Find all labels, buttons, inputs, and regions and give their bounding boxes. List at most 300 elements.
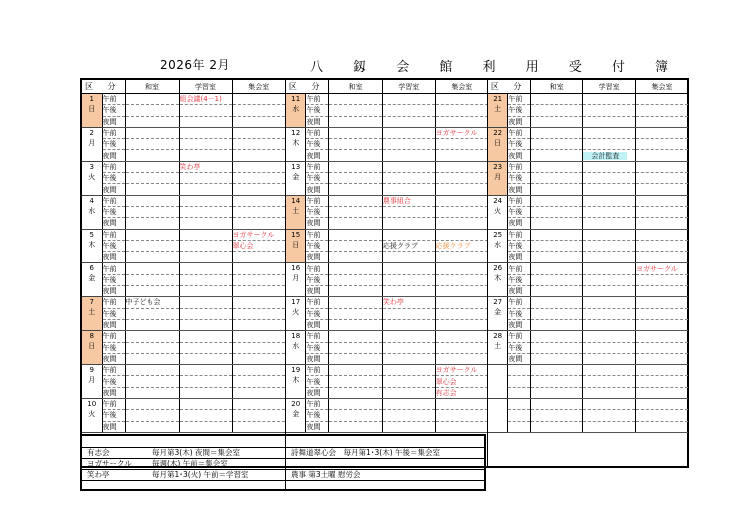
cell-shukai[interactable] (232, 94, 285, 105)
cell-shukai[interactable] (635, 206, 688, 217)
cell-shukai[interactable] (232, 240, 285, 251)
slot-row (488, 263, 688, 274)
cell-washitsu[interactable] (329, 240, 382, 251)
cell-washitsu[interactable] (329, 105, 382, 116)
cell-washitsu[interactable] (531, 399, 583, 410)
cell-shukai[interactable] (435, 195, 488, 206)
cell-shukai[interactable] (435, 127, 488, 138)
cell-shukai[interactable] (232, 105, 285, 116)
slot-row (286, 195, 488, 206)
cell-shukai[interactable] (635, 376, 688, 387)
cell-shukai[interactable] (232, 195, 285, 206)
cell-shukai[interactable] (635, 421, 688, 432)
cell-washitsu[interactable] (531, 161, 583, 172)
cell-washitsu[interactable] (531, 173, 583, 184)
cell-gakushu[interactable] (583, 263, 636, 274)
cell-shukai[interactable] (435, 399, 488, 410)
cell-washitsu[interactable] (125, 399, 179, 410)
cell-gakushu[interactable] (583, 353, 636, 364)
cell-washitsu[interactable] (329, 342, 382, 353)
cell-washitsu[interactable] (125, 263, 179, 274)
cell-shukai[interactable] (635, 387, 688, 398)
cell-washitsu[interactable] (125, 105, 179, 116)
cell-gakushu[interactable] (583, 150, 636, 161)
cell-washitsu[interactable] (531, 127, 583, 138)
cell-gakushu[interactable] (583, 331, 636, 342)
cell-gakushu[interactable] (583, 319, 636, 330)
cell-gakushu[interactable] (583, 195, 636, 206)
cell-shukai[interactable] (635, 150, 688, 161)
cell-gakushu[interactable] (382, 195, 435, 206)
cell-gakushu[interactable] (583, 376, 636, 387)
cell-washitsu[interactable] (531, 206, 583, 217)
cell-gakushu[interactable] (382, 184, 435, 195)
cell-shukai[interactable] (232, 387, 285, 398)
cell-gakushu[interactable] (583, 105, 636, 116)
cell-gakushu[interactable] (382, 387, 435, 398)
cell-washitsu[interactable] (531, 240, 583, 251)
cell-washitsu[interactable] (329, 297, 382, 308)
cell-shukai[interactable] (635, 229, 688, 240)
cell-gakushu[interactable] (583, 308, 636, 319)
cell-washitsu[interactable] (329, 353, 382, 364)
cell-washitsu[interactable] (329, 399, 382, 410)
cell-shukai[interactable] (635, 342, 688, 353)
cell-gakushu[interactable] (179, 94, 232, 105)
cell-gakushu[interactable] (583, 274, 636, 285)
cell-shukai[interactable] (435, 410, 488, 421)
cell-gakushu[interactable] (179, 274, 232, 285)
cell-shukai[interactable] (435, 252, 488, 263)
cell-gakushu[interactable] (179, 229, 232, 240)
cell-gakushu[interactable] (583, 184, 636, 195)
cell-washitsu[interactable] (531, 229, 583, 240)
cell-shukai[interactable] (435, 116, 488, 127)
cell-washitsu[interactable] (125, 376, 179, 387)
cell-washitsu[interactable] (531, 94, 583, 105)
cell-shukai[interactable] (635, 173, 688, 184)
cell-shukai[interactable] (435, 229, 488, 240)
cell-washitsu[interactable] (329, 421, 382, 432)
cell-washitsu[interactable] (531, 331, 583, 342)
cell-gakushu[interactable] (382, 218, 435, 229)
slot-row (82, 127, 285, 138)
cell-washitsu[interactable] (531, 184, 583, 195)
cell-gakushu[interactable] (583, 173, 636, 184)
cell-shukai[interactable] (435, 161, 488, 172)
cell-gakushu[interactable] (179, 342, 232, 353)
cell-shukai[interactable] (435, 94, 488, 105)
cell-gakushu[interactable] (382, 286, 435, 297)
cell-shukai[interactable] (435, 353, 488, 364)
slot-row (286, 387, 488, 398)
cell-shukai[interactable] (232, 206, 285, 217)
weekday: 月 (88, 376, 96, 385)
cell-washitsu[interactable] (125, 308, 179, 319)
cell-washitsu[interactable] (125, 240, 179, 251)
cell-gakushu[interactable] (179, 240, 232, 251)
cell-washitsu[interactable] (329, 252, 382, 263)
cell-shukai[interactable] (232, 353, 285, 364)
cell-washitsu[interactable] (531, 410, 583, 421)
cell-washitsu[interactable] (329, 173, 382, 184)
weekday: 火 (494, 206, 502, 215)
cell-shukai[interactable] (232, 308, 285, 319)
cell-gakushu[interactable] (583, 399, 636, 410)
cell-gakushu[interactable] (382, 263, 435, 274)
cell-washitsu[interactable] (329, 331, 382, 342)
cell-gakushu[interactable] (382, 331, 435, 342)
day-number: 4 (89, 196, 94, 205)
cell-washitsu[interactable] (531, 116, 583, 127)
cell-gakushu[interactable] (179, 421, 232, 432)
cell-gakushu[interactable] (179, 263, 232, 274)
cell-gakushu[interactable] (583, 229, 636, 240)
cell-washitsu[interactable] (125, 116, 179, 127)
cell-gakushu[interactable] (382, 116, 435, 127)
cell-gakushu[interactable] (583, 240, 636, 251)
cell-washitsu[interactable] (329, 94, 382, 105)
cell-shukai[interactable] (232, 218, 285, 229)
weekday: 木 (88, 240, 96, 249)
cell-gakushu[interactable] (179, 376, 232, 387)
cell-gakushu[interactable] (583, 116, 636, 127)
cell-washitsu[interactable] (531, 252, 583, 263)
cell-washitsu[interactable] (329, 319, 382, 330)
cell-shukai[interactable] (435, 105, 488, 116)
cell-washitsu[interactable] (329, 376, 382, 387)
cell-gakushu[interactable] (179, 127, 232, 138)
cell-shukai[interactable] (435, 286, 488, 297)
cell-washitsu[interactable] (329, 150, 382, 161)
cell-shukai[interactable] (232, 342, 285, 353)
cell-washitsu[interactable] (125, 331, 179, 342)
cell-shukai[interactable] (232, 263, 285, 274)
cell-shukai[interactable] (435, 365, 488, 376)
day-label (82, 229, 102, 263)
slot-label: 午前 (102, 399, 125, 410)
cell-shukai[interactable] (635, 184, 688, 195)
cell-shukai[interactable] (635, 399, 688, 410)
cell-gakushu[interactable] (583, 94, 636, 105)
cell-gakushu[interactable] (583, 218, 636, 229)
cell-washitsu[interactable] (125, 387, 179, 398)
cell-shukai[interactable] (635, 127, 688, 138)
cell-gakushu[interactable] (382, 319, 435, 330)
cell-washitsu[interactable] (531, 319, 583, 330)
cell-gakushu[interactable] (382, 150, 435, 161)
cell-shukai[interactable] (435, 139, 488, 150)
cell-shukai[interactable] (435, 206, 488, 217)
cell-gakushu[interactable] (583, 365, 636, 376)
cell-washitsu[interactable] (531, 195, 583, 206)
cell-gakushu[interactable] (382, 342, 435, 353)
cell-shukai[interactable] (435, 150, 488, 161)
cell-washitsu[interactable] (531, 308, 583, 319)
cell-shukai[interactable] (635, 297, 688, 308)
cell-gakushu[interactable] (583, 421, 636, 432)
cell-shukai[interactable] (635, 161, 688, 172)
cell-gakushu[interactable] (179, 319, 232, 330)
cell-washitsu[interactable] (125, 410, 179, 421)
cell-washitsu[interactable] (125, 421, 179, 432)
cell-gakushu[interactable] (382, 353, 435, 364)
cell-washitsu[interactable] (125, 173, 179, 184)
cell-shukai[interactable] (435, 184, 488, 195)
cell-gakushu[interactable] (179, 365, 232, 376)
cell-gakushu[interactable] (179, 206, 232, 217)
day-label (82, 331, 102, 365)
cell-washitsu[interactable] (125, 218, 179, 229)
cell-gakushu[interactable] (583, 206, 636, 217)
cell-gakushu[interactable] (382, 127, 435, 138)
cell-shukai[interactable] (635, 308, 688, 319)
cell-gakushu[interactable] (382, 240, 435, 251)
cell-gakushu[interactable] (179, 387, 232, 398)
cell-shukai[interactable] (635, 116, 688, 127)
cell-gakushu[interactable] (179, 150, 232, 161)
cell-shukai[interactable] (232, 365, 285, 376)
cell-shukai[interactable] (232, 274, 285, 285)
cell-shukai[interactable] (232, 161, 285, 172)
cell-gakushu[interactable] (179, 286, 232, 297)
cell-shukai[interactable] (635, 94, 688, 105)
cell-shukai[interactable] (435, 297, 488, 308)
cell-gakushu[interactable] (179, 399, 232, 410)
cell-shukai[interactable] (435, 421, 488, 432)
cell-shukai[interactable] (435, 342, 488, 353)
cell-gakushu[interactable] (179, 252, 232, 263)
cell-shukai[interactable] (232, 139, 285, 150)
cell-gakushu[interactable] (382, 105, 435, 116)
cell-shukai[interactable] (232, 229, 285, 240)
cell-washitsu[interactable] (125, 353, 179, 364)
cell-shukai[interactable] (635, 263, 688, 274)
slot-label: 午後 (306, 376, 329, 387)
cell-washitsu[interactable] (531, 218, 583, 229)
cell-washitsu[interactable] (329, 387, 382, 398)
slot-label: 夜間 (306, 184, 329, 195)
cell-shukai[interactable] (435, 308, 488, 319)
cell-washitsu[interactable] (125, 252, 179, 263)
cell-washitsu[interactable] (531, 297, 583, 308)
slot-row (488, 342, 688, 353)
cell-gakushu[interactable] (382, 139, 435, 150)
cell-shukai[interactable] (435, 173, 488, 184)
cell-gakushu[interactable] (382, 421, 435, 432)
cell-washitsu[interactable] (531, 274, 583, 285)
cell-gakushu[interactable] (583, 297, 636, 308)
cell-shukai[interactable] (435, 319, 488, 330)
cell-shukai[interactable] (635, 139, 688, 150)
slot-row (488, 161, 688, 172)
cell-gakushu[interactable] (382, 274, 435, 285)
group-name: 有志会 (87, 448, 110, 457)
cell-washitsu[interactable] (125, 286, 179, 297)
cell-washitsu[interactable] (531, 353, 583, 364)
cell-shukai[interactable] (435, 387, 488, 398)
cell-washitsu[interactable] (531, 139, 583, 150)
cell-gakushu[interactable] (382, 229, 435, 240)
cell-shukai[interactable] (232, 376, 285, 387)
slot-label: 午後 (306, 240, 329, 251)
cell-washitsu[interactable] (125, 195, 179, 206)
cell-gakushu[interactable] (179, 297, 232, 308)
cell-shukai[interactable] (635, 331, 688, 342)
cell-shukai[interactable] (635, 274, 688, 285)
cell-washitsu[interactable] (125, 297, 179, 308)
cell-shukai[interactable] (232, 399, 285, 410)
cell-washitsu[interactable] (329, 206, 382, 217)
cell-shukai[interactable] (635, 353, 688, 364)
cell-gakushu[interactable] (382, 297, 435, 308)
slot-label: 夜間 (508, 353, 531, 364)
cell-washitsu[interactable] (125, 94, 179, 105)
cell-gakushu[interactable] (382, 206, 435, 217)
cell-washitsu[interactable] (329, 286, 382, 297)
cell-gakushu[interactable] (382, 410, 435, 421)
cell-shukai[interactable] (435, 331, 488, 342)
cell-washitsu[interactable] (125, 127, 179, 138)
cell-gakushu[interactable] (583, 410, 636, 421)
cell-shukai[interactable] (635, 105, 688, 116)
cell-washitsu[interactable] (329, 308, 382, 319)
cell-washitsu[interactable] (329, 263, 382, 274)
cell-gakushu[interactable] (382, 161, 435, 172)
cell-shukai[interactable] (635, 410, 688, 421)
cell-washitsu[interactable] (329, 184, 382, 195)
cell-washitsu[interactable] (329, 161, 382, 172)
cell-shukai[interactable] (232, 421, 285, 432)
cell-shukai[interactable] (435, 376, 488, 387)
cell-shukai[interactable] (635, 365, 688, 376)
slot-label: 午前 (306, 399, 329, 410)
cell-washitsu[interactable] (125, 184, 179, 195)
summary-row-blank (82, 480, 484, 491)
cell-gakushu[interactable] (583, 286, 636, 297)
cell-washitsu[interactable] (329, 139, 382, 150)
cell-gakushu[interactable] (179, 173, 232, 184)
cell-shukai[interactable] (232, 331, 285, 342)
cell-gakushu[interactable] (179, 161, 232, 172)
cell-washitsu[interactable] (329, 410, 382, 421)
cell-shukai[interactable] (635, 240, 688, 251)
cell-washitsu[interactable] (329, 218, 382, 229)
cell-gakushu[interactable] (382, 399, 435, 410)
cell-shukai[interactable] (232, 150, 285, 161)
weekday: 金 (88, 274, 96, 283)
cell-gakushu[interactable] (382, 94, 435, 105)
cell-shukai[interactable] (232, 127, 285, 138)
cell-gakushu[interactable] (583, 127, 636, 138)
day-label (488, 161, 508, 195)
cell-washitsu[interactable] (329, 127, 382, 138)
cell-washitsu[interactable] (125, 229, 179, 240)
cell-shukai[interactable] (232, 173, 285, 184)
cell-washitsu[interactable] (531, 286, 583, 297)
cell-gakushu[interactable] (382, 252, 435, 263)
cell-gakushu[interactable] (179, 184, 232, 195)
cell-gakushu[interactable] (382, 365, 435, 376)
cell-washitsu[interactable] (329, 195, 382, 206)
cell-gakushu[interactable] (179, 116, 232, 127)
cell-washitsu[interactable] (125, 274, 179, 285)
slot-row (286, 342, 488, 353)
cell-washitsu[interactable] (125, 342, 179, 353)
cell-gakushu[interactable] (179, 331, 232, 342)
cell-washitsu[interactable] (531, 342, 583, 353)
cell-washitsu[interactable] (531, 376, 583, 387)
cell-washitsu[interactable] (531, 150, 583, 161)
cell-washitsu[interactable] (329, 116, 382, 127)
cell-gakushu[interactable] (583, 161, 636, 172)
cell-shukai[interactable] (635, 195, 688, 206)
slot-row (82, 286, 285, 297)
day-number: 8 (89, 332, 94, 341)
cell-washitsu[interactable] (531, 105, 583, 116)
slot-row (286, 116, 488, 127)
slot-label: 午前 (102, 127, 125, 138)
cell-shukai[interactable] (232, 116, 285, 127)
cell-gakushu[interactable] (179, 308, 232, 319)
cell-gakushu[interactable] (382, 173, 435, 184)
slot-label: 午前 (102, 365, 125, 376)
cell-shukai[interactable] (232, 252, 285, 263)
cell-gakushu[interactable] (583, 387, 636, 398)
cell-washitsu[interactable] (329, 229, 382, 240)
cell-washitsu[interactable] (531, 421, 583, 432)
cell-gakushu[interactable] (179, 195, 232, 206)
cell-shukai[interactable] (635, 319, 688, 330)
cell-shukai[interactable] (635, 252, 688, 263)
cell-shukai[interactable] (232, 286, 285, 297)
cell-gakushu[interactable] (583, 139, 636, 150)
cell-washitsu[interactable] (329, 274, 382, 285)
cell-gakushu[interactable] (583, 252, 636, 263)
cell-washitsu[interactable] (125, 365, 179, 376)
cell-washitsu[interactable] (531, 387, 583, 398)
cell-washitsu[interactable] (125, 150, 179, 161)
cell-shukai[interactable] (232, 184, 285, 195)
cell-gakushu[interactable] (583, 342, 636, 353)
cell-shukai[interactable] (435, 274, 488, 285)
cell-shukai[interactable] (232, 297, 285, 308)
cell-washitsu[interactable] (531, 263, 583, 274)
cell-shukai[interactable] (435, 263, 488, 274)
cell-gakushu[interactable] (179, 139, 232, 150)
cell-shukai[interactable] (635, 286, 688, 297)
cell-shukai[interactable] (435, 218, 488, 229)
cell-washitsu[interactable] (531, 365, 583, 376)
cell-gakushu[interactable] (382, 376, 435, 387)
cell-shukai[interactable] (232, 410, 285, 421)
cell-washitsu[interactable] (125, 206, 179, 217)
cell-washitsu[interactable] (125, 161, 179, 172)
cell-shukai[interactable] (635, 218, 688, 229)
cell-gakushu[interactable] (382, 308, 435, 319)
slot-row (82, 195, 285, 206)
cell-shukai[interactable] (232, 319, 285, 330)
cell-washitsu[interactable] (125, 319, 179, 330)
cell-gakushu[interactable] (179, 218, 232, 229)
cell-washitsu[interactable] (125, 139, 179, 150)
cell-gakushu[interactable] (179, 353, 232, 364)
booking-entry: 会計監査 (583, 152, 627, 160)
cell-gakushu[interactable] (179, 410, 232, 421)
cell-shukai[interactable] (435, 240, 488, 251)
cell-gakushu[interactable] (179, 105, 232, 116)
cell-washitsu[interactable] (329, 365, 382, 376)
